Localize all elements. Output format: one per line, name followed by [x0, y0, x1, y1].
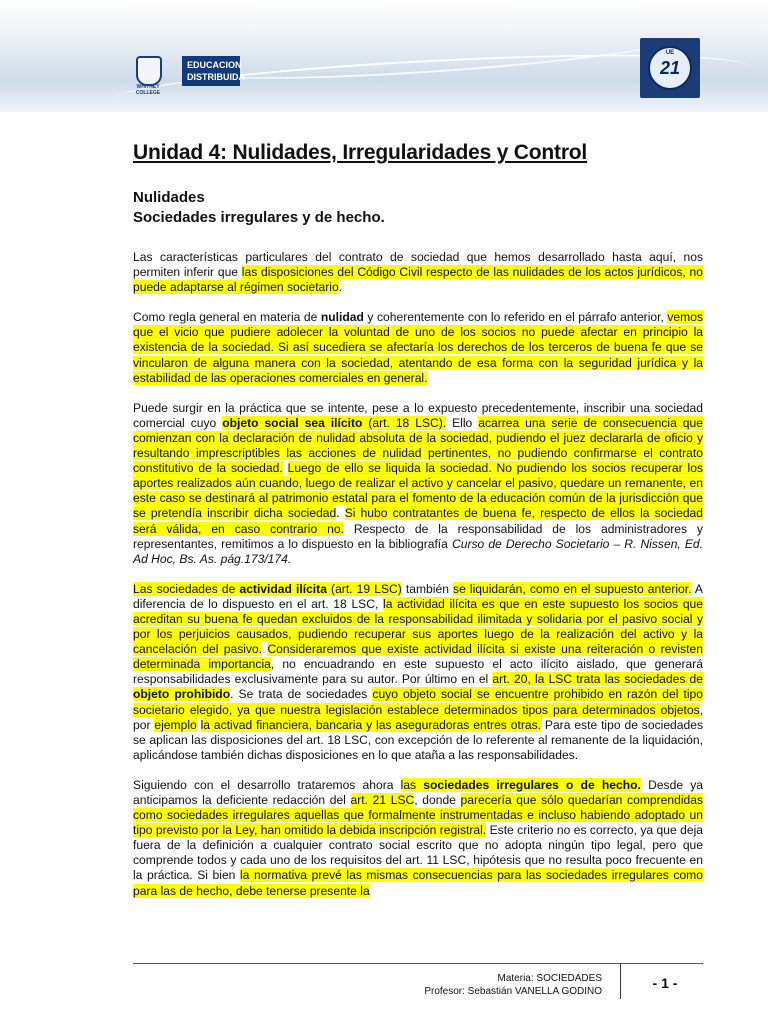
highlighted-text: objeto social sea ilícito	[222, 415, 363, 430]
college-crest-text: WHITNEY COLLEGE	[135, 84, 161, 96]
highlighted-text: la actividad ilícita es que en este supuesto los socios que acreditan su buena fe quedan excluidos de la responsabilidad ilimitada y solidaria por el pasivo social y por los perjuicios causados, pudiendo recuperar sus aportes luego de la realización del activo y la cancelación del pasivo.	[133, 596, 703, 657]
paragraphs-container	[133, 250, 703, 899]
footer-vertical-divider	[620, 963, 621, 999]
paragraph-text: Siguiendo con el desarrollo trataremos ahora	[133, 777, 401, 792]
highlighted-text: parecería que sólo quedarían comprendidas como sociedades irregulares aquellas que formalmente instrumentadas e incluso habiendo adoptado un tipo previsto por la Ley, han omitido la debida inscripción registral.	[133, 793, 704, 838]
highlighted-text: ejemplo	[154, 717, 197, 732]
highlighted-text: objeto prohibido	[133, 687, 231, 702]
highlighted-text: art. 20, la LSC trata las sociedades de	[492, 672, 703, 687]
logo-line-1: EDUCACION	[187, 60, 242, 70]
paragraph-text: , donde	[414, 793, 461, 807]
paragraph-text: Ello	[446, 415, 479, 430]
subtitle-nulidades: Nulidades	[133, 189, 205, 206]
footer-profesor: Profesor: Sebastián VANELLA GODINO	[424, 986, 602, 997]
body-paragraph	[133, 310, 703, 385]
paragraph-text: Curso de Derecho Societario – R. Nissen, Ed. Ad Hoc, Bs. As. pág.173/174.	[133, 536, 703, 566]
body-paragraph	[133, 582, 703, 763]
highlighted-text: art. 21 LSC	[350, 793, 415, 807]
highlighted-text: la normativa prevé las mismas consecuencias para las sociedades irregulares como para las de hecho, debe tenerse presente la	[133, 868, 703, 898]
paragraph-text: , no encuadrando en este supuesto el acto ilícito aislado, que generará responsabilidades exclusivamente para su autor. Por último en el	[133, 657, 703, 687]
subtitle-sociedades-irregulares: Sociedades irregulares y de hecho.	[133, 209, 385, 226]
highlighted-text: (art. 18 LSC).	[362, 415, 447, 430]
logo-line-2: DISTRIBUIDA	[187, 72, 245, 82]
highlighted-text: vemos que el vicio que pudiere adolecer la voluntad de uno de los socios no puede afectar en principio la existencia de la sociedad. Si así sucediera se afectaría los derechos de los terceros de buena fe que se vincularon de alguna manera con la sociedad, atentando de esa forma con la seguridad jurídica y la estabilidad de las operaciones comerciales en general.	[133, 310, 703, 385]
paragraph-text: Como regla general en materia de	[133, 310, 321, 325]
paragraph-text: también	[401, 581, 454, 596]
paragraph-text: A diferencia de lo dispuesto en el art. 18 LSC,	[133, 581, 703, 611]
highlighted-text: Luego de ello se liquida la sociedad. No pudiendo los socios recuperar los aportes realizados aún cuando, luego de realizar el activo y cancelar el pasivo, quedare un remanente, en este caso se destinará al patrimonio estatal para el fomento de la educación común de la jurisdicción que se pretendía inscribir dicha sociedad	[133, 461, 703, 521]
highlighted-text: acarrea una serie de consecuencia que comienzan con la declaración de nulidad absoluta de la sociedad, pudiendo el juez declararla de oficio y resultando imprescriptibles las acciones de nulidad pertinentes, no pudiendo confirmarse el contrato constitutivo de la sociedad.	[133, 415, 703, 476]
highlighted-text: se liquidarán, como en el supuesto anterior.	[453, 581, 692, 596]
highlighted-text: las	[400, 777, 424, 792]
paragraph-text: , por	[133, 702, 703, 732]
paragraph-text: Este criterio no es correcto, ya que deja fuera de la definición a cualquier contrato social escrito que no adopta ningún tipo legal, pero que comprende todos y cada uno de los requisitos del art. 11 LSC, hipótesis que no resulta poco frecuente en la práctica. Si bien	[133, 823, 703, 883]
paragraph-text: Para este tipo de sociedades se aplican las disposiciones del art. 18 LSC, con excepción de lo referente al remanente de la liquidación, aplicándose también dichas disposiciones en lo que ataña a las responsabilidades.	[133, 717, 703, 762]
footer-materia: Materia: SOCIEDADES	[497, 973, 602, 984]
footer-divider	[133, 963, 703, 964]
educacion-distribuida-logo	[182, 56, 245, 86]
paragraph-text	[283, 461, 288, 475]
page-title: Unidad 4: Nulidades, Irregularidades y Control	[133, 141, 588, 164]
paragraph-text: Desde ya anticipamos la deficiente redacción del	[133, 777, 704, 807]
body-paragraph	[133, 778, 703, 899]
paragraph-text: Puede surgir en la práctica que se intente, pese a lo expuesto precedentemente, inscribir una sociedad comercial cuyo	[133, 400, 703, 430]
highlighted-text: sociedades irregulares o de hecho.	[423, 777, 641, 792]
body-paragraph	[133, 401, 703, 567]
paragraph-text: nulidad	[320, 310, 364, 325]
paragraph-text: .	[336, 506, 345, 521]
page-number: - 1 -	[652, 975, 678, 991]
paragraph-text: Respecto de la responsabilidad de los administradores y representantes, remitimos a lo dispuesto en la bibliografía	[133, 521, 703, 551]
paragraph-text: .	[338, 280, 343, 295]
highlighted-text: actividad ilícita	[239, 581, 327, 596]
paragraph-text: Las características particulares del contrato de sociedad que hemos desarrollado hasta aquí, nos permiten inferir que	[133, 250, 703, 280]
paragraph-text: y coherentemente con lo referido en el párrafo anterior,	[363, 310, 668, 325]
body-paragraph	[133, 250, 703, 295]
ue21-logo-number: 21	[659, 58, 681, 78]
highlighted-text: (art. 19 LSC)	[326, 581, 402, 596]
highlighted-text: las disposiciones del Código Civil respecto de las nulidades de los actos jurídicos, no puede adaptarse al régimen societario	[133, 265, 703, 295]
ue21-logo-top-text: UE	[665, 50, 675, 56]
college-crest-icon	[136, 56, 162, 86]
highlighted-text: Consideraremos que existe actividad ilícita si existe una reiteración o revisten determinada importancia	[133, 642, 703, 672]
highlighted-text: cuyo objeto social se encuentre prohibido en razón del tipo societario elegido, ya que nuestra legislación establece determinados tipos para determinados objetos	[133, 687, 703, 717]
section-subtitle	[133, 188, 703, 228]
paragraph-text: . Se trata de sociedades	[230, 687, 373, 702]
highlighted-text: Si hubo contratantes de buena fe, respecto de ellos la sociedad será válida, en caso contrario no.	[133, 506, 703, 536]
highlighted-text: la activad financiera, bancaria y las aseguradoras entres otras.	[200, 717, 541, 732]
highlighted-text: Las sociedades de	[133, 581, 240, 596]
document-body	[133, 138, 703, 899]
